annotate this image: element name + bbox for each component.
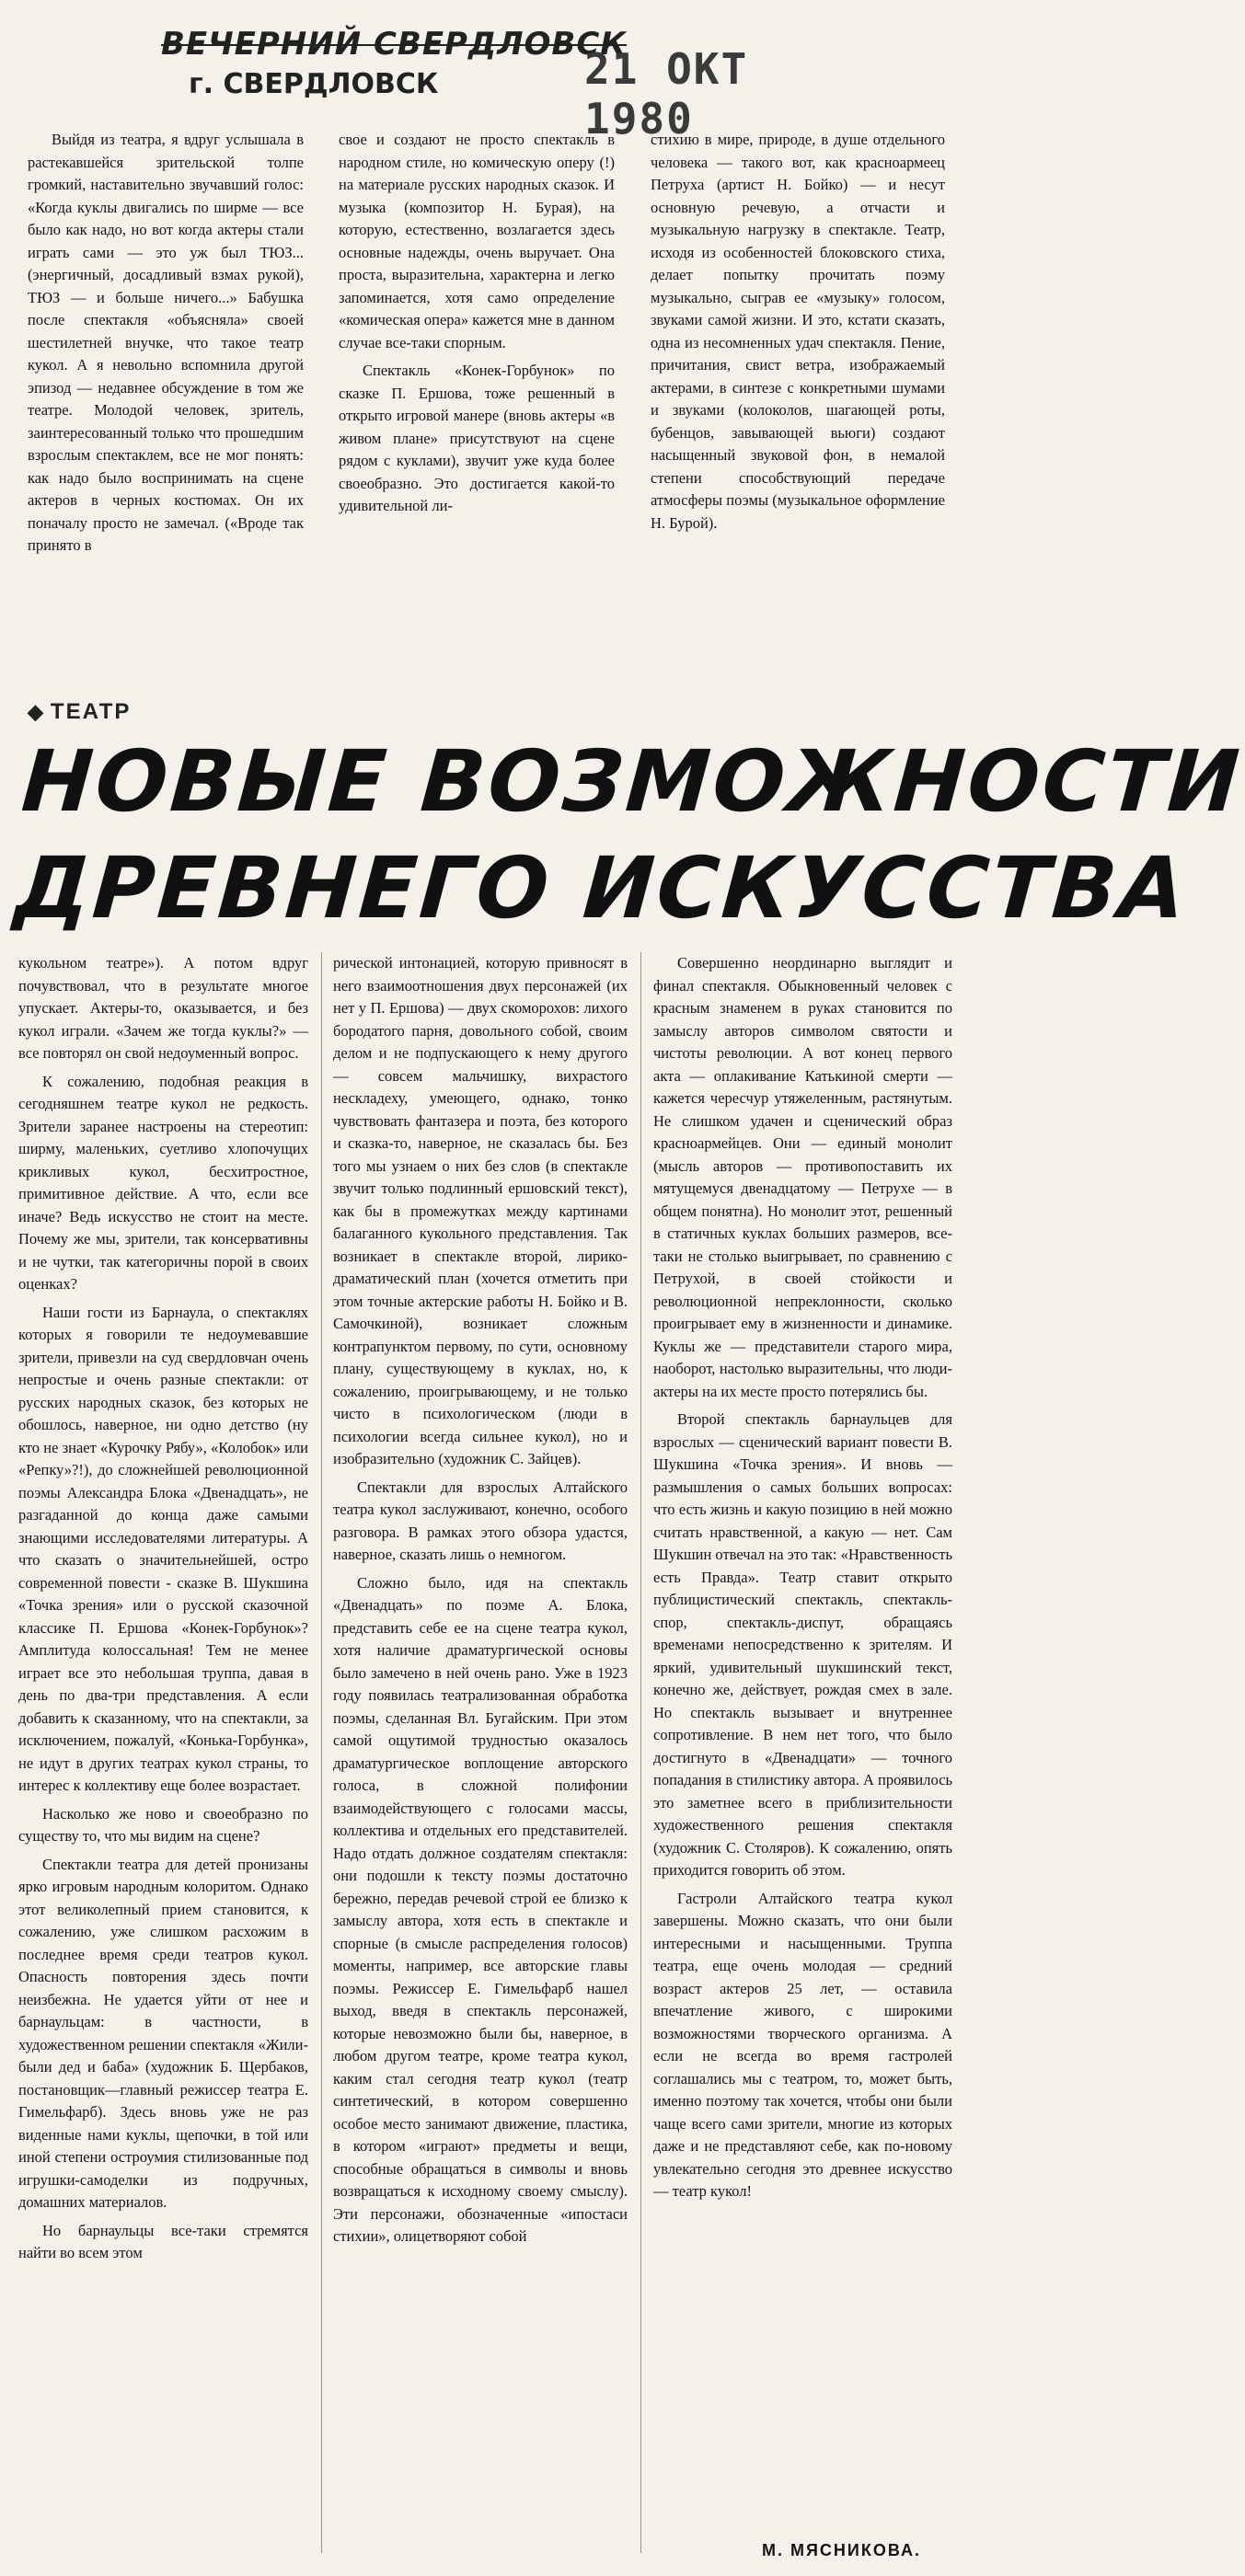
body-column-1 [18,952,308,2576]
top-col2-text-a: свое и создают не просто спектакль в народном стиле, но комическую оперу (!) на материале русских народных сказок. И музыка (композитор Н. Бурая), на которую, естественно, возлагается здесь основные надежды, очень выручает. Она проста, выразительна, характерна и легко запоминается, хотя само определение «комическая опера» кажется мне в данном случае все-таки спорным. [339,131,615,351]
paragraph: рической интонацией, которую привносят в него взаимоотношения двух персонажей (их нет у П. Ершова) — двух скоморохов: лихого бородатого парня, довольного собой, своим делом и не подпускающего к нему другого — совсем мальчишку, вихрастого нескладеху, умеющего, однако, тонко чувствовать фантазера и поэта, без которого и сказка-то, наверное, не сказалась бы. Без того мы узнаем о них без слов (в спектакле звучит только подлинный ершовский текст), как бы в промежутках между картинами балаганного кукольного представления. Так возникает в спектакле второй, лирико-драматический план (хочется отметить при этом точные актерские работы Н. Бойко и В. Самочкиной), возникает сложным контрапунктом первому, по сути, основному плану, существующему в куклах, но, к сожалению, проигрывающему, и не только чисто в психологическом (люди в психологии всегда сильнее кукол), но и изобразительно (художник С. Зайцев). [333,954,628,1467]
paragraph: Но барнаульцы все-таки стремятся найти во всем этом [18,2221,308,2261]
paragraph: Гастроли Алтайского театра кукол завершены. Можно сказать, что они были интересными и насыщенными. Труппа театра, еще очень молодая — средний возраст актеров 25 лет, — оставила впечатление живого, с широкими возможностями творческого организма. А если не всегда во время гастролей соглашались мы с театром, то, может быть, именно поэтому так хочется, чтобы они были чаще всего сами зрители, многие из которых даже и не представляют себе, как по-новому увлекательно сегодня это древнее искусство — театр кукол! [653,1889,952,2200]
paragraph: Спектакли театра для детей пронизаны ярко игровым народным колоритом. Однако этот великолепный прием становится, к сожалению, уже слишком расхожим в последнее время среди театров кукол. Опасность повторения здесь почти неизбежна. Не удается уйти от нее и барнаульцам: в частности, в художественном решении спектакля «Жили-были дед и баба» (художник Б. Щербаков, постановщик—главный режиссер театра Е. Гимельфарб). Здесь вновь уже не раз виденные нами куклы, щепочки, в той или иной степени остроумия стилизованные под игрушки-самоделки из подручных, домашних материалов. [18,1855,308,2211]
paragraph: Сложно было, идя на спектакль «Двенадцать» по поэме А. Блока, представить себе ее на сцене театра кукол, хотя наличие драматургической основы было замечено в ней очень рано. Уже в 1923 году появилась театрализованная обработка поэмы, сделанная Вл. Бугайским. При этом самой ощутимой трудностью оказалось драматургическое воплощение авторского голоса, в сложной полифонии взаимодействующего с голосами массы, коллектива и отдельных его представителей. Надо отдать должное создателям спектакля: они подошли к тексту поэмы достаточно бережно, передав речевой строй ее близко к замыслу автора, хотя есть в спектакле и спорные (в смысле распределения голосов) моменты, например, все авторские главы поэмы. Режиссер Е. Гимельфарб нашел выход, введя в спектакль персонажей, которые невозможно были бы, наверное, в любом другом театре, кроме театра кукол, каким стал сегодня театр кукол (театр синтетический, в котором совершенно особое место занимают движение, пластика, в котором «играют» предметы и вещи, способные обращаться в символы и вновь возвращаться к исходному своему смыслу). Эти персонажи, обозначенные «ипостаси стихии», олицетворяют собой [333,1573,628,2245]
body-column-2 [333,952,628,2576]
newspaper-name: ВЕЧЕРНИЙ СВЕРДЛОВСК [161,26,628,63]
column-divider [321,952,322,2553]
masthead [152,18,814,144]
top-col3-text: стихию в мире, природе, в душе отдельного человека — такого вот, как красноармеец Петруха (артист Н. Бойко) — и несут основную речевую, а отчасти и музыкальную нагрузку в спектакле. Театр, исходя из особенностей блоковского стиха, делает попытку прочитать поэму музыкально, сыграв ее «музыку» голосом, звуками самой жизни. И это, кстати сказать, одна из несомненных удач спектакля. Пение, причитания, свист ветра, изображаемый актерами, в синтезе с конкретными шумами и звуками (колоколов, шагающей роты, бубенцов, завывающей вьюги) создают насыщенный звуковой фон, в немалой степени способствующий передаче атмосферы поэмы (музыкальное оформление Н. Бурой). [651,131,945,532]
paragraph: Совершенно неординарно выглядит и финал спектакля. Обыкновенный человек с красным знаменем в руках становится по замыслу авторов символом святости и чистоты революции. А вот конец первого акта — оплакивание Катькиной смерти — кажется чересчур утяжеленным, растянутым. Не слишком удачен и сценический образ красноармейцев. Они — единый монолит (мысль авторов — противопоставить их мятущемуся двенадцатому — Петрухе — в общем понятна). Но монолит этот, решенный в статичных куклах больших размеров, все-таки не столько выигрывает, по сравнению с Петрухой, в своей стойкости и революционной непреклонности, сколько проигрывает ему в жизненности и динамике. Куклы же — представители старого мира, наоборот, настолько выразительны, что люди-актеры на их месте просто потерялись бы. [653,954,952,1400]
body-column-3 [653,952,952,2536]
author-signature: М. МЯСНИКОВА. [762,2541,921,2559]
top-column-2 [339,129,615,692]
paragraph: Насколько же ново и своеобразно по существу то, что мы видим на сцене? [18,1804,308,1845]
top-column-1 [28,129,304,692]
paragraph: К сожалению, подобная реакция в сегодняшнем театре кукол не редкость. Зрители заранее настроены на стереотип: ширму, маленьких, суетливо хлопочущих крикливых кукол, бесхитростное, примитивное действие. А что, если все иначе? Ведь искусство не стоит на месте. Почему же мы, зрители, так консервативны и не чутки, так категоричны порой в своих оценках? [18,1072,308,1293]
date-stamp: 21 ОКТ 1980 [584,44,749,144]
diamond-icon: ◆ [28,700,45,723]
top-column-3 [651,129,945,692]
headline-line-2: ДРЕВНЕГО ИСКУССТВА [11,839,1192,937]
top-col2-text-b: Спектакль «Конек-Горбунок» по сказке П. Ершова, тоже решенный в открыто игровой манере (вновь актеры «в живом плане» присутствуют на сцене рядом с куклами), звучит уже куда более своеобразно. Это достигается какой-то удивительной ли- [339,362,615,514]
paragraph: Второй спектакль барнаульцев для взрослых — сценический вариант повести В. Шукшина «Точка зрения». И вновь — размышления о самых больших вопросах: что есть жизнь и какую позицию в ней можно считать нравственной, а какую — нет. Сам Шукшин отвечал на это так: «Нравственность есть Правда». Театр ставит открыто публицистический спектакль, спектакль-спор, спектакль-диспут, обращаясь временами непосредственно к зрителям. И яркий, удивительный шукшинский текст, конечно же, действует, рождая смех в зале. Но спектакль вызывает и внутреннее сопротивление. В нем нет того, что было достигнуто в «Двенадцати» — точного попадания в стилистику автора. А проявилось это заметнее всего в приблизительности художественного решения спектакля (художник С. Столяров). К сожалению, опять приходится говорить об этом. [653,1410,952,1879]
paragraph: Спектакли для взрослых Алтайского театра кукол заслуживают, конечно, особого разговора. В рамках этого обзора удастся, наверное, сказать лишь о немногом. [333,1478,628,1563]
article-headline [11,729,1245,942]
city-name: г. СВЕРДЛОВСК [189,68,439,100]
headline-line-1: НОВЫЕ ВОЗМОЖНОСТИ [18,732,1245,831]
paragraph: кукольном театре»). А потом вдруг почувствовал, что в результате многое упускает. Актеры-то, оказывается, и без кукол играли. «Зачем же тогда куклы?» — все повторял он свой недоуменный вопрос. [18,954,308,1062]
paragraph: Наши гости из Барнаула, о спектаклях которых я говорили те недоумевавшие зрители, привезли на суд свердловчан очень непростые и очень разные спектакли: от русских народных сказок, без которых не обошлось, наверное, ни одно детство (ну кто не знает «Курочку Рябу», «Колобок» или «Репку»?!), до сложнейшей революционной поэмы Александра Блока «Двенадцать», не разгаданной до конца даже самыми знающими исследователями литературы. А что сказать о значительнейшей, остро современной повести - сказке В. Шукшина «Точка зрения» или о русской сказочной классике П. Ершова «Конек-Горбунок»? Амплитуда колоссальная! Тем не менее играет все это небольшая труппа, давая в день по два-три представления. А если добавить к сказанному, что на спектакли, за исключением, пожалуй, «Конька-Горбунка», не идут в других театрах кукол страны, то интерес к коллективу еще более возрастает. [18,1303,308,1794]
section-rubric [28,699,131,725]
top-col1-text: Выйдя из театра, я вдруг услышала в растекавшейся зрительской толпе громкий, наставительно звучавший голос: «Когда куклы двигались по ширме — все было как надо, но вот когда актеры стали играть сами — это уж был ТЮЗ... (энергичный, досадливый взмах рукой), ТЮЗ — и больше ничего...» Бабушка после спектакля «объясняла» своей шестилетней внучке, что такое театр кукол. А я невольно вспомнила другой эпизод — недавнее обсуждение в том же театре. Молодой человек, зритель, заинтересованный только что прошедшим взрослым спектаклем, все не мог понять: как надо было воспринимать на сцене актеров в черных костюмах. Он их поначалу просто не замечал. («Вроде так принято в [28,131,304,554]
rubric-label: ТЕАТР [50,699,132,724]
column-divider [640,952,641,2553]
